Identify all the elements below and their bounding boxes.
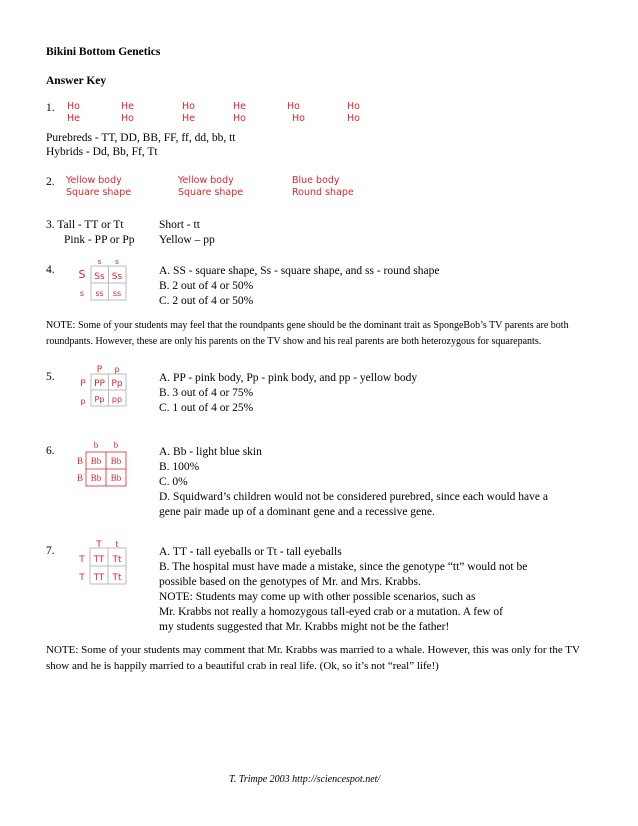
q7-note-line3: my students suggested that Mr. Krabbs might not be the father!	[159, 621, 450, 633]
q3-yellow: Yellow – pp	[159, 234, 215, 246]
q4-punnett-square	[74, 256, 130, 302]
page-title: Bikini Bottom Genetics	[46, 46, 161, 58]
q6-answer-b: B. 100%	[159, 461, 200, 473]
q1-answer-top-3: Ho	[182, 101, 195, 112]
q2-col3-line2: Round shape	[292, 187, 354, 198]
footer-credit: T. Trimpe 2003 http://sciencespot.net/	[229, 774, 381, 785]
q5-side-allele-1: P	[80, 379, 86, 389]
q7-side-allele-2: T	[79, 573, 85, 583]
q5-top-allele-1: P	[96, 365, 103, 375]
q4-answer-b: B. 2 out of 4 or 50%	[159, 280, 254, 292]
q1-number: 1.	[46, 102, 55, 114]
q1-answer-top-6: Ho	[347, 101, 360, 112]
q4-cell-4: ss	[112, 289, 122, 298]
q6-punnett-square	[74, 438, 130, 488]
q1-answer-top-2: He	[121, 101, 134, 112]
q5-cell-2: Pp	[111, 379, 123, 389]
q4-top-allele-2: s	[115, 258, 119, 266]
q6-answer-d: D. Squidward’s children would not be considered purebred, since each would have a	[159, 491, 548, 503]
note-krabbs: NOTE: Some of your students may comment that Mr. Krabbs was married to a whale. However, this was only for the TV show and he is happily married to a beautiful crab in real life. (Ok, so it’s not “real” life!)	[46, 644, 580, 672]
q1-hybrids: Hybrids - Dd, Bb, Ff, Tt	[46, 146, 158, 158]
q6-answer-d-cont: gene pair made up of a dominant gene and a recessive gene.	[159, 506, 435, 518]
q6-answer-a: A. Bb - light blue skin	[159, 446, 262, 458]
page-subtitle: Answer Key	[46, 75, 107, 87]
q4-answer-c: C. 2 out of 4 or 50%	[159, 295, 254, 307]
q5-answer-c: C. 1 out of 4 or 25%	[159, 402, 254, 414]
q7-top-allele-1: T	[96, 540, 102, 550]
q4-answer-a: A. SS - square shape, Ss - square shape, and ss - round shape	[159, 265, 440, 277]
q4-answers	[159, 264, 439, 309]
q5-cell-1: PP	[94, 379, 105, 389]
q6-side-allele-2: B	[76, 473, 84, 483]
q4-side-allele-1: S	[78, 268, 86, 281]
q6-number: 6.	[46, 445, 55, 457]
q7-punnett-square	[74, 538, 130, 586]
q7-answer-b-cont: possible based on the genotypes of Mr. and Mrs. Krabbs.	[159, 576, 421, 588]
q5-answer-a: A. PP - pink body, Pp - pink body, and pp - yellow body	[159, 372, 418, 384]
q2-col3-line1: Blue body	[292, 175, 340, 186]
q1-answer-bottom-4: Ho	[233, 113, 246, 124]
q1-answer-bottom-2: Ho	[121, 113, 134, 124]
q7-cell-3: TT	[93, 573, 105, 583]
q1-answer-bottom-6: Ho	[347, 113, 360, 124]
q6-cell-2: Bb	[110, 456, 122, 466]
q3-short: Short - tt	[159, 219, 200, 231]
q4-number: 4.	[46, 264, 55, 276]
q7-side-allele-1: T	[79, 555, 85, 565]
q6-cell-3: Bb	[90, 473, 102, 483]
q3-tall: 3. Tall - TT or Tt	[46, 219, 124, 231]
q4-cell-1: Ss	[94, 272, 105, 282]
q2-col1-line2: Square shape	[66, 187, 132, 198]
q5-answer-b: B. 3 out of 4 or 75%	[159, 387, 254, 399]
q3-pink: Pink - PP or Pp	[64, 234, 135, 246]
q7-answer-a: A. TT - tall eyeballs or Tt - tall eyeballs	[159, 546, 342, 558]
q5-number: 5.	[46, 371, 55, 383]
q5-punnett-square	[74, 362, 130, 408]
q4-cell-3: ss	[95, 289, 104, 298]
q5-cell-4: pp	[111, 395, 123, 404]
q4-side-allele-2: s	[79, 289, 85, 298]
q5-top-allele-2: p	[114, 365, 120, 374]
q2-col1-line1: Yellow body	[66, 175, 122, 186]
q6-answer-c: C. 0%	[159, 476, 188, 488]
q6-cell-4: Bb	[110, 473, 122, 483]
q7-cell-4: Tt	[112, 573, 122, 583]
q1-answer-top-4: He	[233, 101, 246, 112]
q1-answer-top-1: Ho	[67, 101, 80, 112]
q2-col2-line2: Square shape	[178, 187, 244, 198]
note-roundpants: NOTE: Some of your students may feel that the roundpants gene should be the dominant trait as SpongeBob’s TV parents are both roundpants. However, these are only his parents on the TV show and his real parents are both heterozygous for squarepants.	[46, 320, 569, 347]
q6-cell-1: Bb	[90, 456, 102, 466]
q5-cell-3: Pp	[94, 395, 105, 404]
q6-answers	[159, 445, 548, 520]
q2-col2-line1: Yellow body	[178, 175, 234, 186]
q5-answers	[159, 371, 417, 416]
q7-answers	[159, 545, 527, 635]
q6-top-allele-2: b	[113, 440, 119, 450]
q7-cell-2: Tt	[112, 555, 122, 565]
q7-number: 7.	[46, 545, 55, 557]
q1-answer-bottom-1: He	[67, 113, 80, 124]
q7-top-allele-2: t	[115, 540, 119, 549]
q4-top-allele-1: s	[97, 258, 102, 266]
q1-answer-top-5: Ho	[287, 101, 300, 112]
q1-answer-bottom-5: Ho	[292, 113, 305, 124]
q2-number: 2.	[46, 176, 55, 188]
q1-answer-bottom-3: He	[182, 113, 195, 124]
q5-side-allele-2: p	[80, 397, 86, 406]
q7-cell-1: TT	[93, 555, 105, 565]
q4-cell-2: Ss	[111, 272, 123, 282]
q1-purebreds: Purebreds - TT, DD, BB, FF, ff, dd, bb, tt	[46, 132, 236, 144]
q6-side-allele-1: B	[76, 456, 84, 466]
q7-answer-b: B. The hospital must have made a mistake, since the genotype “tt” would not be	[159, 561, 528, 573]
q7-note-line1: NOTE: Students may come up with other possible scenarios, such as	[159, 591, 476, 603]
q7-note-line2: Mr. Krabbs not really a homozygous tall-eyed crab or a mutation. A few of	[159, 606, 503, 618]
q6-top-allele-1: b	[93, 440, 99, 450]
